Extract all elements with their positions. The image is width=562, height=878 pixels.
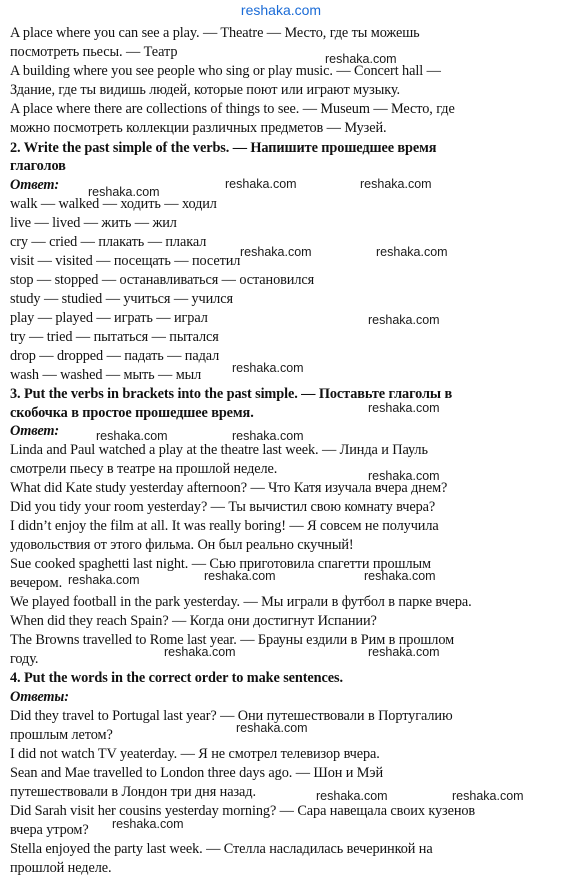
watermark: reshaka.com	[376, 245, 448, 259]
section-heading: глаголов	[10, 158, 66, 174]
watermark: reshaka.com	[368, 401, 440, 415]
text-line: A building where you see people who sing or play music. — Concert hall —	[10, 63, 441, 79]
text-line: We played football in the park yesterday. — Мы играли в футбол в парке вчера.	[10, 594, 472, 610]
text-line: I didn’t enjoy the film at all. It was really boring! — Я совсем не получила	[10, 518, 439, 534]
text-line: drop — dropped — падать — падал	[10, 348, 220, 364]
text-line: посмотреть пьесы. — Театр	[10, 44, 178, 60]
watermark: reshaka.com	[112, 817, 184, 831]
text-line: Did you tidy your room yesterday? — Ты вычистил свою комнату вчера?	[10, 499, 436, 515]
text-line: try — tried — пытаться — пытался	[10, 329, 219, 345]
text-line: live — lived — жить — жил	[10, 215, 177, 231]
text-line: cry — cried — плакать — плакал	[10, 234, 207, 250]
text-line: A place where you can see a play. — Theatre — Место, где ты можешь	[10, 25, 420, 41]
site-header[interactable]: reshaka.com	[240, 2, 322, 18]
text-line: Здание, где ты видишь людей, которые поют или играют музыку.	[10, 82, 400, 98]
text-line: stop — stopped — останавливаться — остановился	[10, 272, 315, 288]
text-line: вчера утром?	[10, 822, 89, 838]
text-line: можно посмотреть коллекции различных предметов — Музей.	[10, 120, 387, 136]
text-line: study — studied — учиться — учился	[10, 291, 233, 307]
text-line: вечером.	[10, 575, 63, 591]
answer-label: Ответ:	[10, 423, 60, 439]
text-line: Sue cooked spaghetti last night. — Сью приготовила спагетти прошлым	[10, 556, 431, 572]
text-line: A place where there are collections of things to see. — Museum — Место, где	[10, 101, 455, 117]
text-line: Did they travel to Portugal last year? — Они путешествовали в Португалию	[10, 708, 453, 724]
watermark: reshaka.com	[368, 469, 440, 483]
text-line: удовольствия от этого фильма. Он был реально скучный!	[10, 537, 354, 553]
watermark: reshaka.com	[325, 52, 397, 66]
text-line: The Browns travelled to Rome last year. — Брауны ездили в Рим в прошлом	[10, 632, 455, 648]
text-line: I did not watch TV yeaterday. — Я не смотрел телевизор вчера.	[10, 746, 380, 762]
text-line: Linda and Paul watched a play at the theatre last week. — Линда и Пауль	[10, 442, 428, 458]
watermark: reshaka.com	[88, 185, 160, 199]
text-line: путешествовали в Лондон три дня назад.	[10, 784, 256, 800]
text-line: году.	[10, 651, 39, 667]
text-line: What did Kate study yesterday afternoon? — Что Катя изучала вчера днем?	[10, 480, 448, 496]
text-line: Did Sarah visit her cousins yesterday morning? — Сара навещала своих кузенов	[10, 803, 476, 819]
section-heading: 2. Write the past simple of the verbs. — Напишите прошедшее время	[10, 140, 437, 156]
watermark: reshaka.com	[68, 573, 140, 587]
watermark: reshaka.com	[364, 569, 436, 583]
answer-label: Ответы:	[10, 689, 69, 705]
text-line: play — played — играть — играл	[10, 310, 208, 326]
section-heading: скобочка в простое прошедшее время.	[10, 405, 254, 421]
watermark: reshaka.com	[232, 361, 304, 375]
watermark: reshaka.com	[204, 569, 276, 583]
text-line: walk — walked — ходить — ходил	[10, 196, 217, 212]
text-line: прошлой неделе.	[10, 860, 112, 876]
watermark: reshaka.com	[236, 721, 308, 735]
watermark: reshaka.com	[316, 789, 388, 803]
watermark: reshaka.com	[360, 177, 432, 191]
answer-label: Ответ:	[10, 177, 60, 193]
watermark: reshaka.com	[164, 645, 236, 659]
text-line: смотрели пьесу в театре на прошлой неделе.	[10, 461, 278, 477]
section-heading: 3. Put the verbs in brackets into the past simple. — Поставьте глаголы в	[10, 386, 453, 402]
watermark: reshaka.com	[232, 429, 304, 443]
watermark: reshaka.com	[240, 245, 312, 259]
text-line: Sean and Mae travelled to London three days ago. — Шон и Мэй	[10, 765, 384, 781]
watermark: reshaka.com	[96, 429, 168, 443]
watermark: reshaka.com	[452, 789, 524, 803]
text-line: прошлым летом?	[10, 727, 113, 743]
text-line: wash — washed — мыть — мыл	[10, 367, 202, 383]
section-heading: 4. Put the words in the correct order to make sentences.	[10, 670, 343, 686]
watermark: reshaka.com	[225, 177, 297, 191]
watermark: reshaka.com	[368, 645, 440, 659]
text-line: visit — visited — посещать — посетил	[10, 253, 241, 269]
watermark: reshaka.com	[368, 313, 440, 327]
text-line: Stella enjoyed the party last week. — Стелла насладилась вечеринкой на	[10, 841, 433, 857]
text-line: When did they reach Spain? — Когда они достигнут Испании?	[10, 613, 377, 629]
